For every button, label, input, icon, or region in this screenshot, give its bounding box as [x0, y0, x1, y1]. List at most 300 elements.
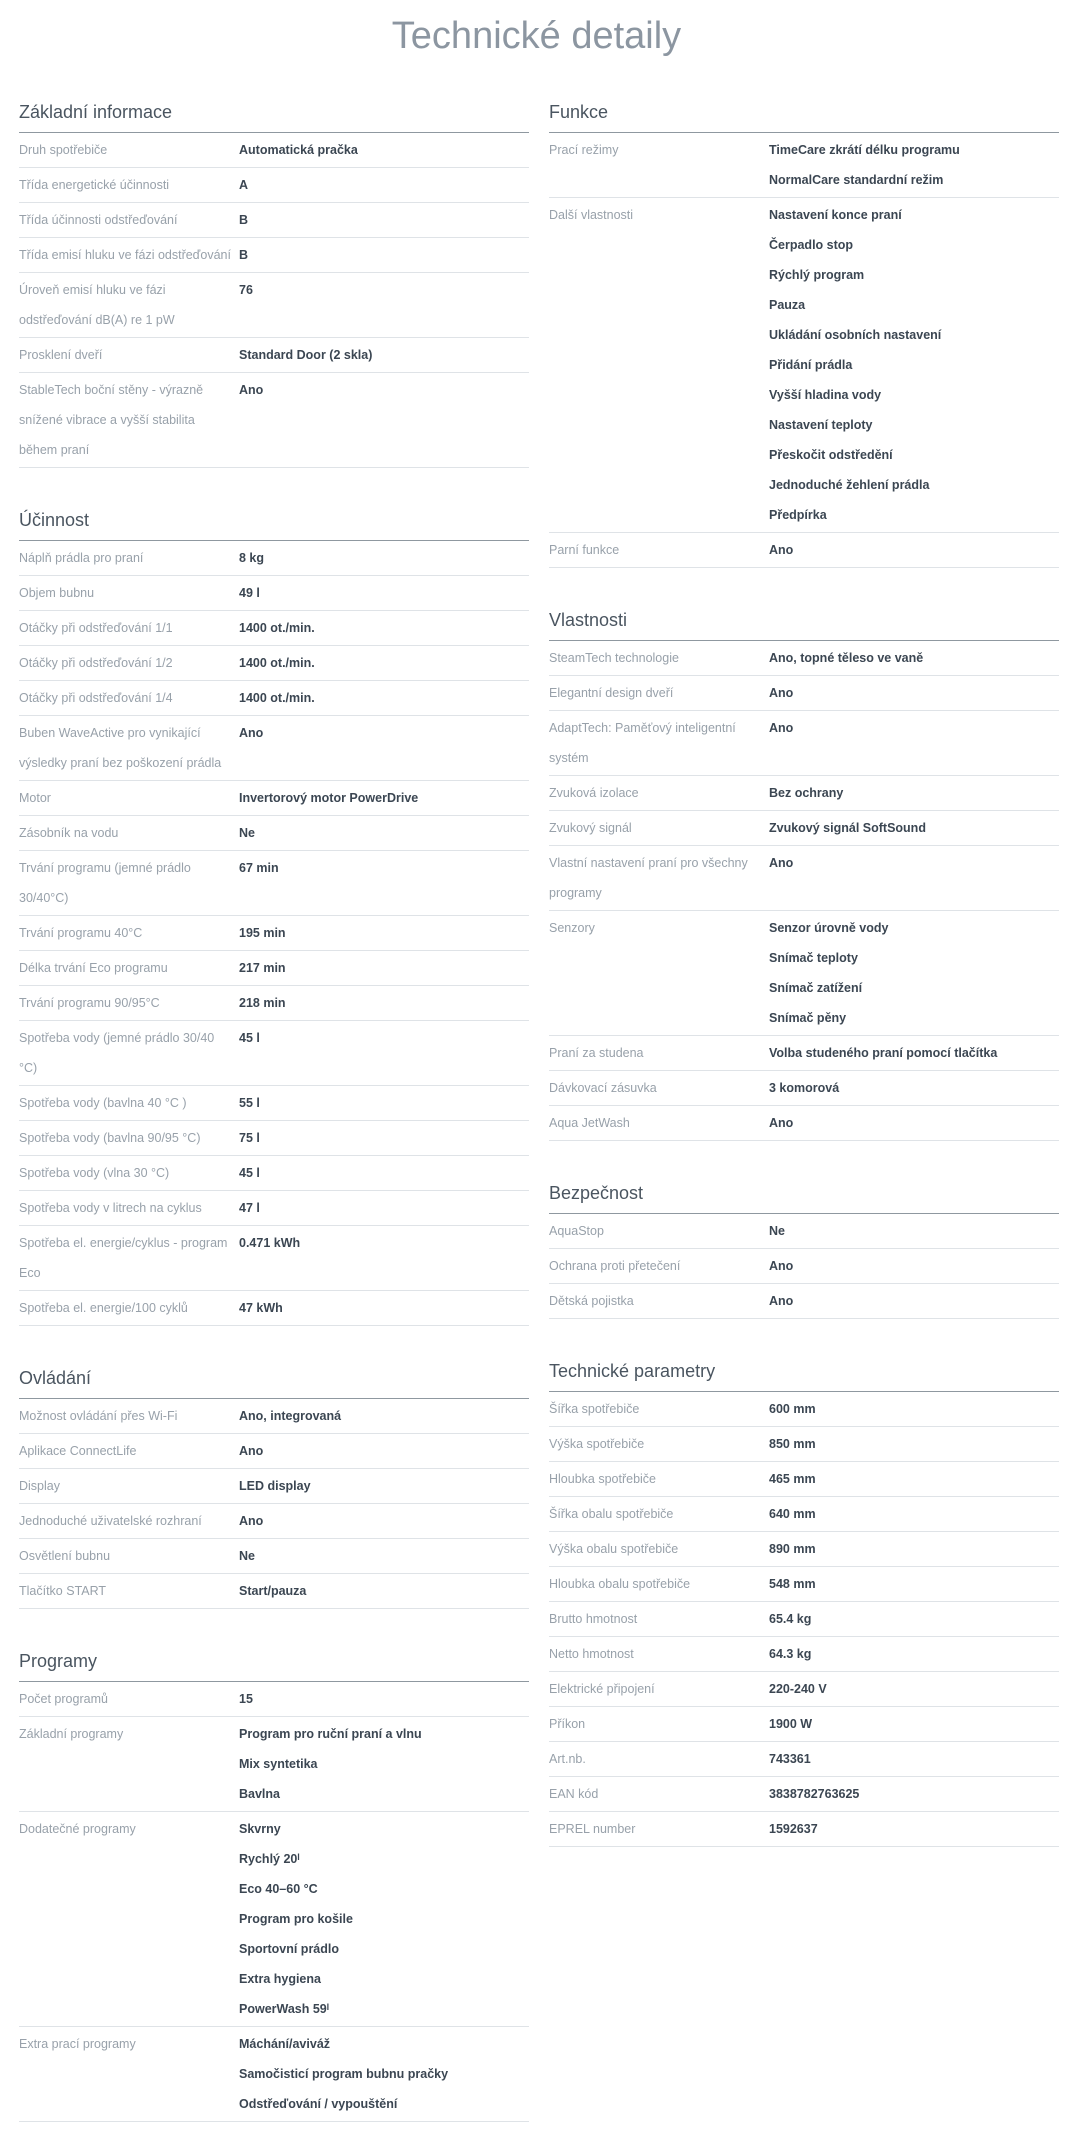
spec-values [239, 1506, 529, 1536]
spec-value: Snímač zatížení [769, 981, 863, 995]
spec-values [239, 543, 529, 573]
spec-values [239, 1576, 529, 1606]
spec-label: Spotřeba el. energie/cyklus - program Eco [19, 1236, 228, 1280]
spec-row [549, 641, 1059, 676]
spec-values [769, 678, 1059, 708]
spec-value: Čerpadlo stop [769, 238, 854, 252]
spec-row [19, 1086, 529, 1121]
spec-row [19, 1469, 529, 1504]
spec-value: Odstřeďování / vypouštění [239, 2097, 398, 2111]
spec-label: Buben WaveActive pro vynikající výsledky praní bez poškození prádla [19, 726, 222, 770]
spec-label: Extra prací programy [19, 2037, 136, 2051]
spec-values [239, 1293, 529, 1323]
spec-value: Ano [769, 721, 794, 735]
spec-value: Sportovní prádlo [239, 1942, 339, 1956]
spec-label: Osvětlení bubnu [19, 1549, 111, 1563]
spec-row [19, 203, 529, 238]
spec-values [769, 1073, 1059, 1103]
spec-values [769, 1216, 1059, 1246]
spec-values [769, 1499, 1059, 1529]
spec-label: Vlastní nastavení praní pro všechny programy [549, 856, 748, 900]
spec-values [239, 1719, 529, 1809]
spec-row [19, 916, 529, 951]
spec-label: Netto hmotnost [549, 1647, 634, 1661]
spec-label: Tlačítko START [19, 1584, 107, 1598]
spec-values [239, 240, 529, 270]
spec-values [239, 918, 529, 948]
spec-values [769, 778, 1059, 808]
spec-values [769, 713, 1059, 773]
spec-label: Třída energetické účinnosti [19, 178, 170, 192]
spec-values [239, 648, 529, 678]
spec-row [549, 1532, 1059, 1567]
spec-values [239, 1814, 529, 2024]
spec-label: Šířka spotřebiče [549, 1402, 640, 1416]
spec-row [549, 1602, 1059, 1637]
spec-row [549, 1777, 1059, 1812]
spec-value: Standard Door (2 skla) [239, 348, 373, 362]
spec-row [19, 611, 529, 646]
spec-values [239, 718, 529, 778]
spec-label: Hloubka obalu spotřebiče [549, 1577, 691, 1591]
spec-value: Nastavení konce praní [769, 208, 902, 222]
spec-value: Senzor úrovně vody [769, 921, 889, 935]
spec-values [239, 2029, 529, 2119]
spec-value: Bez ochrany [769, 786, 844, 800]
section-zakladni-informace [19, 86, 529, 468]
spec-value: Ne [239, 826, 255, 840]
section-title: Ovládání [19, 1352, 529, 1399]
spec-values [239, 375, 529, 465]
section-vlastnosti [549, 594, 1059, 1141]
spec-value: Máchání/aviváž [239, 2037, 331, 2051]
spec-value: 0.471 kWh [239, 1236, 301, 1250]
spec-row [19, 851, 529, 916]
spec-values [769, 1464, 1059, 1494]
spec-label: AquaStop [549, 1224, 604, 1238]
spec-row [549, 1497, 1059, 1532]
spec-label: Hloubka spotřebiče [549, 1472, 657, 1486]
spec-values [239, 853, 529, 913]
spec-value: B [239, 213, 249, 227]
spec-columns [19, 86, 1059, 2148]
spec-value: 1400 ot./min. [239, 621, 315, 635]
spec-value: Ano [769, 543, 794, 557]
spec-values [769, 813, 1059, 843]
spec-label: Náplň prádla pro praní [19, 551, 144, 565]
spec-label: StableTech boční stěny - výrazně snížené vibrace a vyšší stabilita během praní [19, 383, 204, 457]
spec-value: Ano [769, 1116, 794, 1130]
spec-values [239, 1193, 529, 1223]
spec-label: Trvání programu 40°C [19, 926, 143, 940]
spec-value: 1400 ot./min. [239, 656, 315, 670]
spec-row [19, 1191, 529, 1226]
spec-label: Třída emisí hluku ve fázi odstřeďování [19, 248, 231, 262]
spec-value: Přeskočit odstředění [769, 448, 893, 462]
spec-value: Snímač teploty [769, 951, 858, 965]
spec-row [19, 781, 529, 816]
spec-value: 49 l [239, 586, 260, 600]
spec-row [19, 238, 529, 273]
spec-values [769, 1038, 1059, 1068]
spec-value: 640 mm [769, 1507, 816, 1521]
spec-values [239, 683, 529, 713]
spec-row [19, 1226, 529, 1291]
spec-row [19, 168, 529, 203]
spec-label: Zásobník na vodu [19, 826, 119, 840]
spec-value: 600 mm [769, 1402, 816, 1416]
spec-value: 76 [239, 283, 253, 297]
spec-value: 218 min [239, 996, 286, 1010]
spec-label: Výška obalu spotřebiče [549, 1542, 679, 1556]
spec-value: LED display [239, 1479, 311, 1493]
spec-value: Ne [769, 1224, 785, 1238]
spec-label: Další vlastnosti [549, 208, 634, 222]
spec-row [19, 1434, 529, 1469]
spec-label: EPREL number [549, 1822, 636, 1836]
spec-value: Ano [769, 1294, 794, 1308]
section-funkce [549, 86, 1059, 568]
spec-label: Spotřeba vody v litrech na cyklus [19, 1201, 202, 1215]
spec-label: Jednoduché uživatelské rozhraní [19, 1514, 202, 1528]
spec-values [239, 1401, 529, 1431]
spec-value: Extra hygiena [239, 1972, 321, 1986]
section-title: Programy [19, 1635, 529, 1682]
spec-label: Parní funkce [549, 543, 620, 557]
spec-value: Start/pauza [239, 1584, 307, 1598]
spec-row [549, 1462, 1059, 1497]
spec-row [19, 816, 529, 851]
spec-value: Rychlý 20ᴵ [239, 1852, 300, 1866]
spec-row [549, 1427, 1059, 1462]
spec-values [769, 1534, 1059, 1564]
spec-values [769, 1108, 1059, 1138]
spec-value: 548 mm [769, 1577, 816, 1591]
spec-row [19, 716, 529, 781]
spec-values [239, 578, 529, 608]
spec-value: Pauza [769, 298, 806, 312]
section-technicke-parametry [549, 1345, 1059, 1847]
spec-row [549, 1071, 1059, 1106]
spec-value: 1592637 [769, 1822, 818, 1836]
spec-values [239, 205, 529, 235]
spec-label: Dodatečné programy [19, 1822, 136, 1836]
spec-row [19, 541, 529, 576]
spec-label: Spotřeba el. energie/100 cyklů [19, 1301, 188, 1315]
spec-values [769, 1709, 1059, 1739]
spec-values [239, 1436, 529, 1466]
left-column [19, 86, 529, 2148]
spec-row [19, 133, 529, 168]
spec-value: Eco 40–60 °C [239, 1882, 318, 1896]
spec-value: 47 l [239, 1201, 260, 1215]
spec-values [769, 643, 1059, 673]
spec-value: Předpírka [769, 508, 827, 522]
spec-value: Přidání prádla [769, 358, 853, 372]
spec-row [549, 1106, 1059, 1141]
spec-label: Příkon [549, 1717, 586, 1731]
spec-label: Art.nb. [549, 1752, 586, 1766]
spec-values [769, 1674, 1059, 1704]
spec-values [769, 1286, 1059, 1316]
spec-values [769, 1639, 1059, 1669]
spec-value: Ano [239, 383, 264, 397]
spec-value: 1400 ot./min. [239, 691, 315, 705]
spec-row [19, 2027, 529, 2122]
section-title: Technické parametry [549, 1345, 1059, 1392]
spec-label: Aplikace ConnectLife [19, 1444, 137, 1458]
spec-row [549, 198, 1059, 533]
spec-value: Bavlna [239, 1787, 280, 1801]
spec-row [19, 986, 529, 1021]
spec-value: Jednoduché žehlení prádla [769, 478, 930, 492]
spec-value: 3838782763625 [769, 1787, 860, 1801]
spec-value: 1900 W [769, 1717, 813, 1731]
spec-label: Prosklení dveří [19, 348, 103, 362]
spec-value: Rýchlý program [769, 268, 865, 282]
spec-row [549, 133, 1059, 198]
spec-value: TimeCare zkrátí délku programu [769, 143, 960, 157]
spec-values [769, 1569, 1059, 1599]
spec-row [19, 1539, 529, 1574]
spec-row [549, 1742, 1059, 1777]
section-programy [19, 1635, 529, 2122]
spec-values [239, 988, 529, 1018]
spec-value: 45 l [239, 1166, 260, 1180]
spec-values [239, 275, 529, 335]
spec-value: 465 mm [769, 1472, 816, 1486]
spec-label: SteamTech technologie [549, 651, 679, 665]
spec-value: Ano [239, 1514, 264, 1528]
spec-value: 65.4 kg [769, 1612, 812, 1626]
spec-value: Ano [769, 686, 794, 700]
spec-value: 220-240 V [769, 1682, 827, 1696]
spec-value: Automatická pračka [239, 143, 358, 157]
spec-label: Spotřeba vody (bavlna 90/95 °C) [19, 1131, 201, 1145]
spec-row [549, 776, 1059, 811]
spec-label: Display [19, 1479, 60, 1493]
spec-label: Spotřeba vody (jemné prádlo 30/40 °C) [19, 1031, 215, 1075]
spec-values [239, 170, 529, 200]
spec-values [769, 135, 1059, 195]
spec-value: Mix syntetika [239, 1757, 318, 1771]
spec-value: A [239, 178, 249, 192]
spec-row [549, 1284, 1059, 1319]
spec-value: Ano [769, 1259, 794, 1273]
spec-value: Ano, topné těleso ve vaně [769, 651, 924, 665]
spec-label: Úroveň emisí hluku ve fázi odstřeďování dB(A) re 1 pW [19, 283, 175, 327]
spec-row [19, 646, 529, 681]
section-title: Funkce [549, 86, 1059, 133]
spec-values [769, 913, 1059, 1033]
spec-value: 45 l [239, 1031, 260, 1045]
spec-label: Motor [19, 791, 51, 805]
spec-values [239, 1158, 529, 1188]
spec-label: Možnost ovládání přes Wi-Fi [19, 1409, 178, 1423]
spec-values [239, 1684, 529, 1714]
spec-value: Skvrny [239, 1822, 281, 1836]
spec-values [239, 783, 529, 813]
spec-label: Zvuková izolace [549, 786, 639, 800]
spec-value: 850 mm [769, 1437, 816, 1451]
spec-value: Zvukový signál SoftSound [769, 821, 926, 835]
right-column [549, 86, 1059, 2148]
section-title: Bezpečnost [549, 1167, 1059, 1214]
spec-values [239, 1023, 529, 1083]
spec-label: Objem bubnu [19, 586, 95, 600]
spec-row [19, 1504, 529, 1539]
spec-values [769, 1394, 1059, 1424]
spec-values [239, 340, 529, 370]
spec-values [769, 1744, 1059, 1774]
page-title: Technické detaily [391, 15, 682, 57]
spec-row [549, 711, 1059, 776]
spec-label: Senzory [549, 921, 595, 935]
spec-label: Ochrana proti přetečení [549, 1259, 681, 1273]
spec-row [19, 1682, 529, 1717]
spec-row [549, 1036, 1059, 1071]
spec-value: 75 l [239, 1131, 260, 1145]
spec-label: Spotřeba vody (bavlna 40 °C ) [19, 1096, 187, 1110]
spec-row [549, 1707, 1059, 1742]
spec-value: Invertorový motor PowerDrive [239, 791, 419, 805]
spec-label: AdaptTech: Paměťový inteligentní systém [549, 721, 736, 765]
spec-values [239, 1228, 529, 1288]
spec-row [549, 1392, 1059, 1427]
spec-value: Samočisticí program bubnu pračky [239, 2067, 449, 2081]
spec-label: Dětská pojistka [549, 1294, 634, 1308]
spec-row [19, 681, 529, 716]
spec-row [19, 373, 529, 468]
spec-value: Ano [239, 1444, 264, 1458]
spec-label: Trvání programu 90/95°C [19, 996, 160, 1010]
spec-row [549, 1812, 1059, 1847]
spec-values [769, 1779, 1059, 1809]
spec-label: Praní za studena [549, 1046, 644, 1060]
spec-row [19, 1812, 529, 2027]
spec-row [19, 1021, 529, 1086]
spec-value: 64.3 kg [769, 1647, 812, 1661]
spec-value: Vyšší hladina vody [769, 388, 882, 402]
spec-values [769, 1429, 1059, 1459]
spec-row [19, 1399, 529, 1434]
spec-value: Ano, integrovaná [239, 1409, 342, 1423]
spec-values [769, 1814, 1059, 1844]
spec-row [549, 533, 1059, 568]
spec-value: 55 l [239, 1096, 260, 1110]
spec-row [549, 846, 1059, 911]
spec-value: 8 kg [239, 551, 265, 565]
spec-label: Otáčky při odstřeďování 1/1 [19, 621, 173, 635]
spec-value: 3 komorová [769, 1081, 840, 1095]
spec-label: Otáčky při odstřeďování 1/4 [19, 691, 173, 705]
spec-value: Ukládání osobních nastavení [769, 328, 942, 342]
spec-label: Brutto hmotnost [549, 1612, 638, 1626]
spec-value: 15 [239, 1692, 253, 1706]
spec-row [19, 1574, 529, 1609]
spec-value: Program pro košile [239, 1912, 353, 1926]
spec-label: Délka trvání Eco programu [19, 961, 168, 975]
spec-values [239, 953, 529, 983]
spec-value: Program pro ruční praní a vlnu [239, 1727, 422, 1741]
spec-values [769, 1251, 1059, 1281]
spec-label: Elektrické připojení [549, 1682, 655, 1696]
spec-values [769, 1604, 1059, 1634]
spec-value: NormalCare standardní režim [769, 173, 944, 187]
spec-values [239, 1123, 529, 1153]
spec-values [239, 613, 529, 643]
spec-label: Aqua JetWash [549, 1116, 630, 1130]
spec-value: B [239, 248, 249, 262]
spec-row [19, 1156, 529, 1191]
spec-label: Zvukový signál [549, 821, 632, 835]
spec-label: Základní programy [19, 1727, 124, 1741]
spec-label: Výška spotřebiče [549, 1437, 645, 1451]
spec-value: 743361 [769, 1752, 811, 1766]
spec-value: Nastavení teploty [769, 418, 873, 432]
spec-row [549, 1214, 1059, 1249]
spec-row [549, 811, 1059, 846]
spec-value: 67 min [239, 861, 279, 875]
spec-values [239, 1541, 529, 1571]
spec-row [549, 1567, 1059, 1602]
spec-label: EAN kód [549, 1787, 599, 1801]
spec-row [19, 273, 529, 338]
spec-row [549, 1637, 1059, 1672]
spec-row [549, 911, 1059, 1036]
spec-row [549, 1672, 1059, 1707]
spec-value: 890 mm [769, 1542, 816, 1556]
spec-label: Elegantní design dveří [549, 686, 674, 700]
spec-label: Prací režimy [549, 143, 619, 157]
spec-value: Ano [239, 726, 264, 740]
spec-value: Ano [769, 856, 794, 870]
spec-values [239, 818, 529, 848]
spec-value: Volba studeného praní pomocí tlačítka [769, 1046, 998, 1060]
section-title: Účinnost [19, 494, 529, 541]
spec-label: Trvání programu (jemné prádlo 30/40°C) [19, 861, 191, 905]
spec-label: Druh spotřebiče [19, 143, 108, 157]
spec-values [769, 200, 1059, 530]
spec-values [239, 135, 529, 165]
spec-row [19, 338, 529, 373]
spec-label: Spotřeba vody (vlna 30 °C) [19, 1166, 170, 1180]
spec-value: 217 min [239, 961, 286, 975]
spec-label: Otáčky při odstřeďování 1/2 [19, 656, 173, 670]
spec-value: 195 min [239, 926, 286, 940]
spec-row [19, 1291, 529, 1326]
spec-values [769, 848, 1059, 908]
section-title: Základní informace [19, 86, 529, 133]
spec-row [19, 1717, 529, 1812]
section-ovladani [19, 1352, 529, 1609]
spec-row [19, 1121, 529, 1156]
spec-label: Počet programů [19, 1692, 108, 1706]
spec-row [549, 1249, 1059, 1284]
spec-label: Dávkovací zásuvka [549, 1081, 657, 1095]
section-ucinnost [19, 494, 529, 1326]
spec-value: Snímač pěny [769, 1011, 847, 1025]
spec-value: 47 kWh [239, 1301, 283, 1315]
spec-values [239, 1088, 529, 1118]
spec-label: Třída účinnosti odstřeďování [19, 213, 178, 227]
spec-value: Ne [239, 1549, 255, 1563]
spec-values [769, 535, 1059, 565]
spec-label: Šířka obalu spotřebiče [549, 1507, 674, 1521]
spec-row [19, 951, 529, 986]
spec-row [19, 576, 529, 611]
spec-value: PowerWash 59ᴵ [239, 2002, 330, 2016]
